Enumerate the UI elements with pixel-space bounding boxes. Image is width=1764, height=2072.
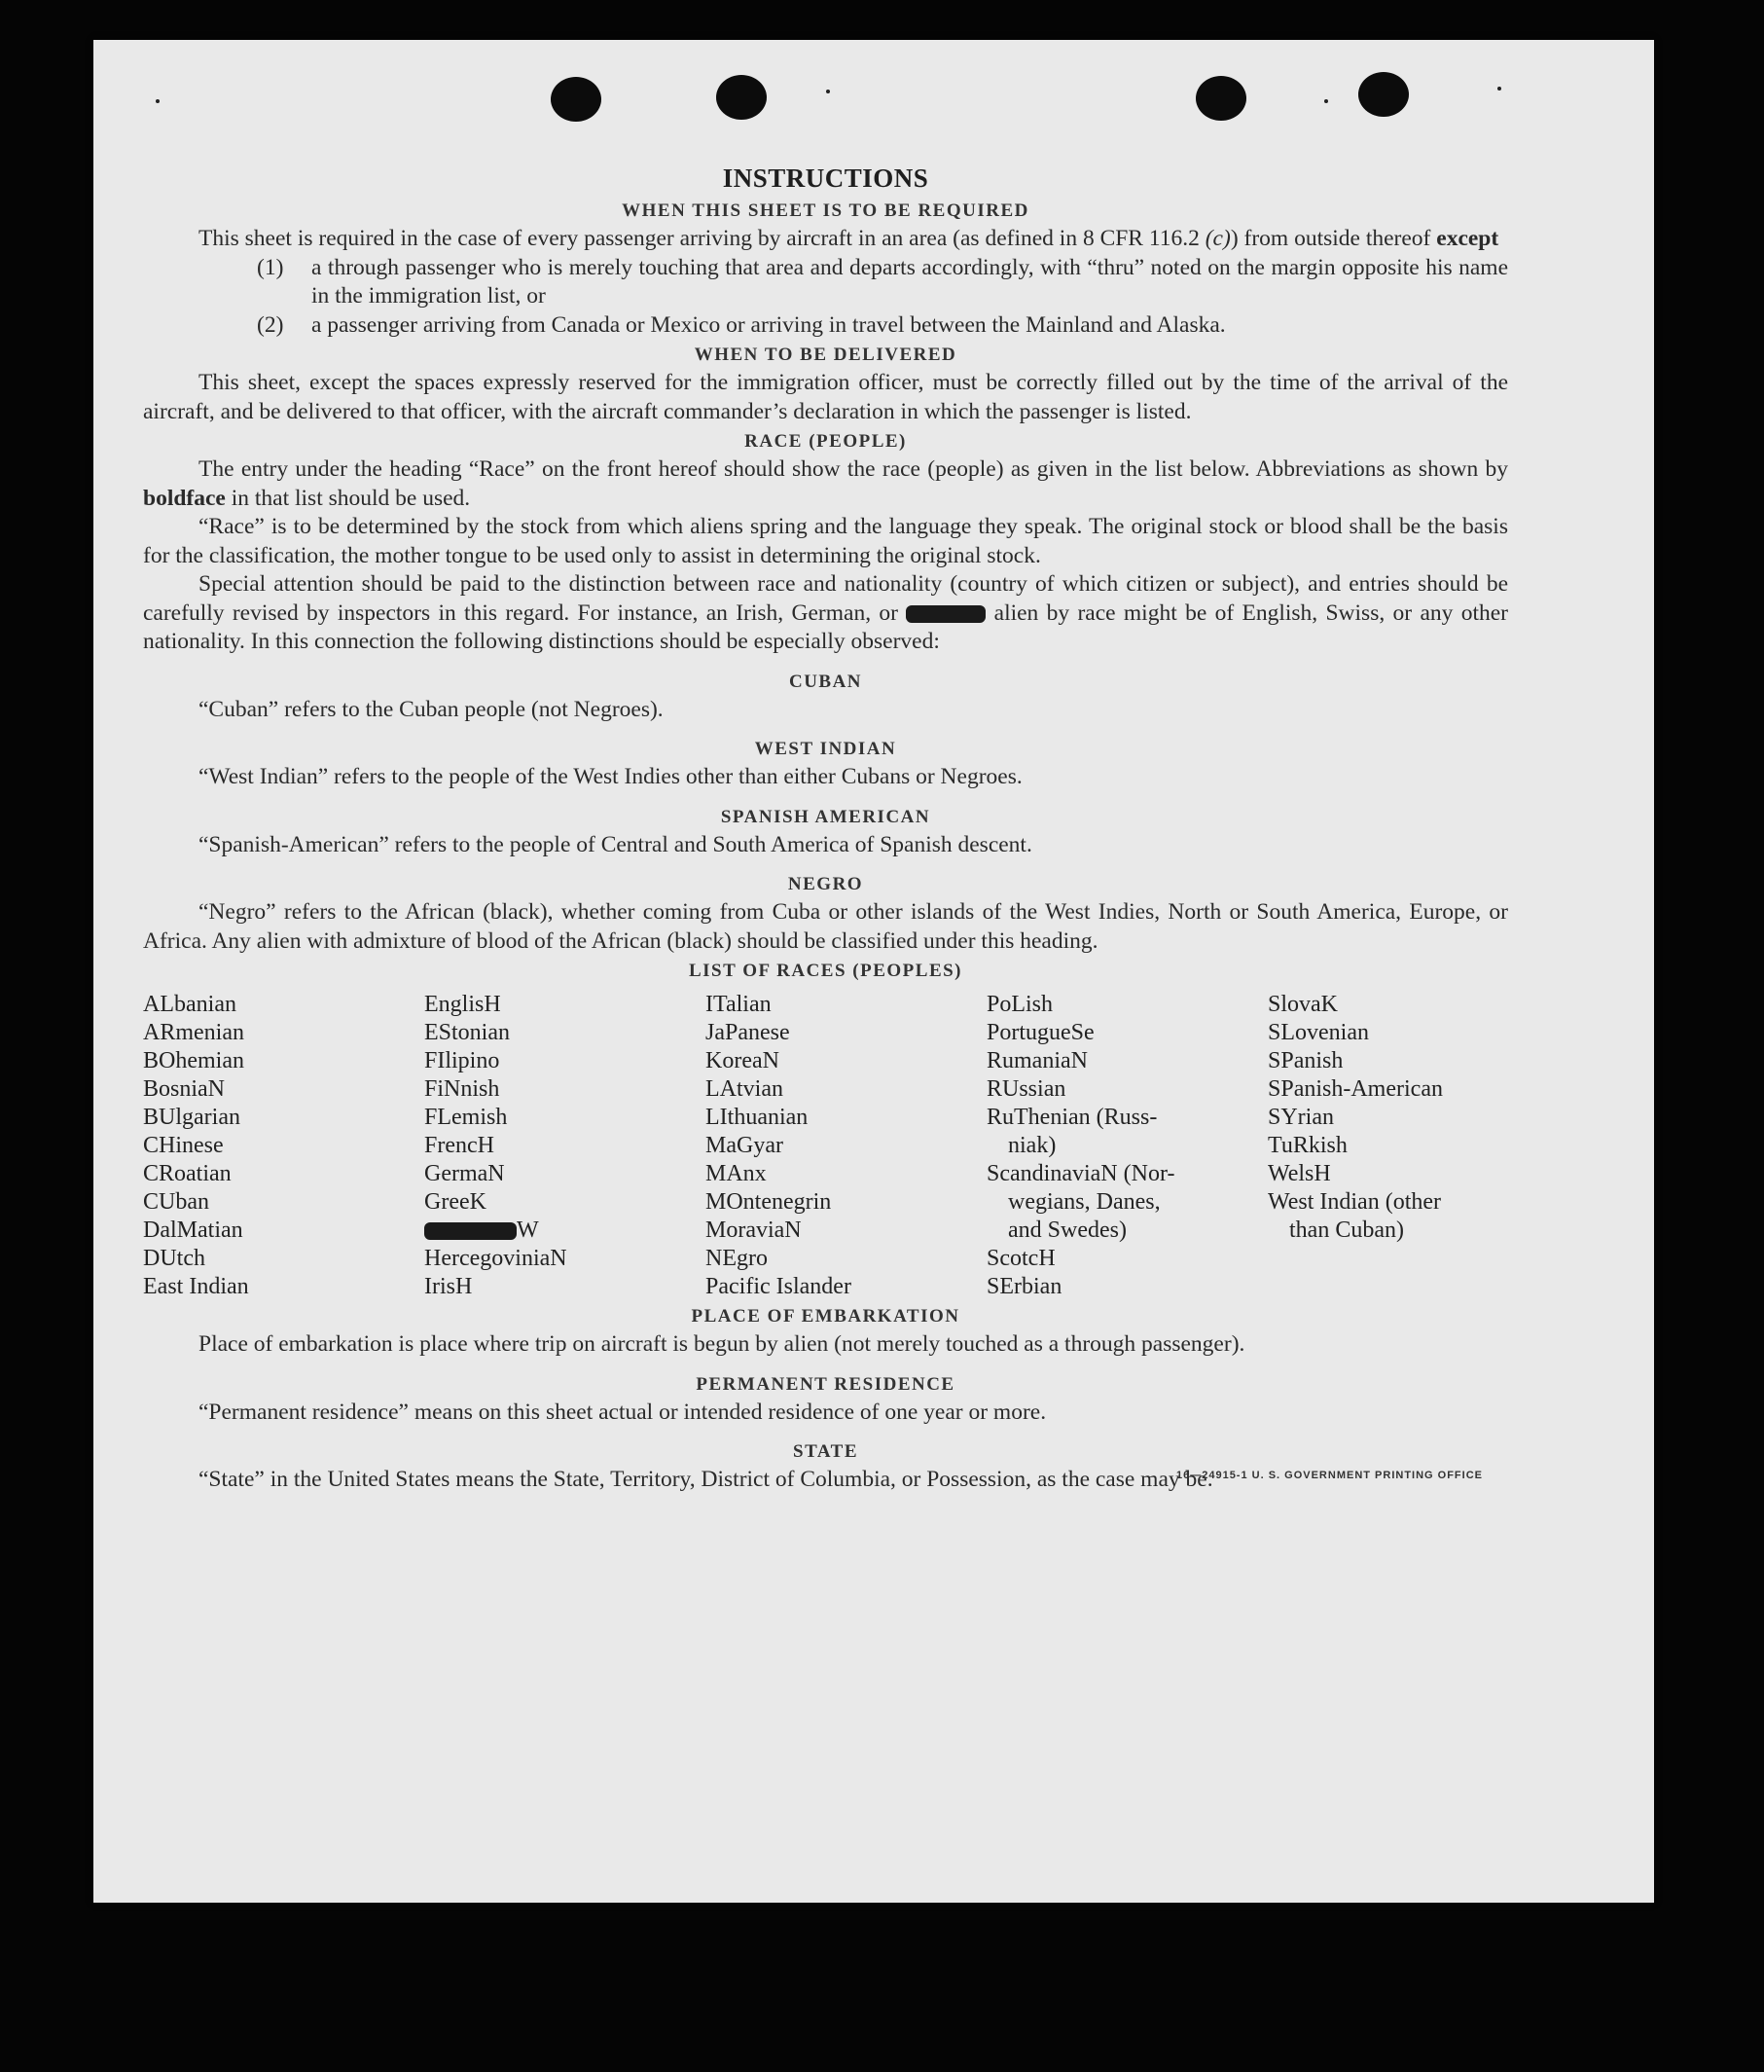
race-item: MoraviaN — [705, 1218, 802, 1243]
race-item: SLovenian — [1268, 1020, 1369, 1045]
races-column — [1268, 991, 1549, 1301]
speck — [156, 99, 160, 103]
race-paragraph-2: “Race” is to be determined by the stock from which aliens spring and the language they speak. The original stock or blood shall be the basis for the classification, the mother tongue to be used only to assist in determining the original stock. — [143, 514, 1508, 568]
race-item: LIthuanian — [705, 1105, 809, 1130]
punch-hole — [1196, 76, 1246, 121]
heading-race: RACE (PEOPLE) — [744, 431, 907, 452]
heading-state: STATE — [793, 1441, 858, 1462]
races-column — [424, 991, 705, 1301]
race-text: The entry under the heading “Race” on the front hereof should show the race (people) as given in the list below. Abbreviations as shown by — [198, 456, 1508, 482]
races-column — [705, 991, 987, 1301]
exception-number: (1) — [257, 254, 284, 280]
race-item: MOntenegrin — [705, 1189, 832, 1215]
embarkation-paragraph: Place of embarkation is place where trip on aircraft is begun by alien (not merely touched as a through passenger). — [198, 1331, 1245, 1357]
intro-except: except — [1436, 226, 1499, 251]
instructions-body — [143, 161, 1508, 1495]
delivered-paragraph: This sheet, except the spaces expressly reserved for the immigration officer, must be correctly filled out by the time of the arrival of the aircraft, and be delivered to that officer, with the aircraft commander’s declaration in which the passenger is listed. — [143, 370, 1508, 424]
race-item: SPanish — [1268, 1048, 1344, 1073]
race-item: SlovaK — [1268, 992, 1338, 1017]
heading-negro: NEGRO — [787, 874, 864, 894]
punch-hole — [1358, 72, 1409, 117]
race-text: Special attention should be paid to the distinction between race and nationality (country of which citizen or subject), and entries should be carefully revised by inspectors in this regard. For instance, an Irish, German, or — [143, 571, 1508, 626]
heading-west-indian: WEST INDIAN — [754, 739, 897, 759]
state-block — [143, 1466, 1508, 1495]
race-item: RumaniaN — [987, 1048, 1088, 1073]
race-item: MaGyar — [705, 1133, 783, 1158]
race-item-continuation: and Swedes) — [1008, 1218, 1127, 1243]
heading-when-required: WHEN THIS SHEET IS TO BE REQUIRED — [622, 200, 1029, 221]
race-item: FiNnish — [424, 1076, 500, 1102]
intro-text-b: ) from outside thereof — [1230, 226, 1437, 251]
race-item: TuRkish — [1268, 1133, 1348, 1158]
speck — [826, 90, 830, 93]
heading-when-delivered: WHEN TO BE DELIVERED — [694, 345, 957, 365]
intro-text-a: This sheet is required in the case of every passenger arriving by aircraft in an area (as defined in 8 CFR 116.2 — [198, 226, 1206, 251]
exception-number: (2) — [257, 311, 284, 338]
boldface-word: boldface — [143, 485, 226, 511]
race-text: alien by race might be of English, Swiss, or any other nationality. In this connection the following distinctions should be especially observed: — [143, 600, 1508, 654]
race-item: ARmenian — [143, 1020, 244, 1045]
race-item-continued — [987, 1188, 1268, 1217]
spanish-american-paragraph: “Spanish-American” refers to the people of Central and South America of Spanish descent. — [198, 831, 1032, 857]
race-item: PoLish — [987, 992, 1054, 1017]
intro-text-c: (c) — [1205, 226, 1231, 251]
race-item: SPanish-American — [1268, 1076, 1443, 1102]
exception-text: a passenger arriving from Canada or Mexico or arriving in travel between the Mainland and Alaska. — [311, 311, 1226, 338]
cuban-paragraph: “Cuban” refers to the Cuban people (not Negroes). — [198, 696, 664, 722]
race-item: FrencH — [424, 1133, 494, 1158]
race-item: BOhemian — [143, 1048, 244, 1073]
race-item: GermaN — [424, 1161, 505, 1186]
state-paragraph: “State” in the United States means the State, Territory, District of Columbia, or Possession, as the case may be. — [198, 1467, 1213, 1492]
race-item: RuThenian (Russ- — [987, 1105, 1158, 1130]
races-list — [143, 991, 1508, 1301]
race-item: CRoatian — [143, 1161, 232, 1186]
document-sheet — [93, 40, 1654, 1903]
race-item: HercegoviniaN — [424, 1246, 567, 1271]
heading-cuban: CUBAN — [788, 671, 863, 692]
exception-item — [257, 254, 1508, 311]
redaction-mark — [906, 605, 986, 623]
race-paragraph-3 — [143, 570, 1508, 657]
speck — [1497, 87, 1501, 91]
race-item: FIlipino — [424, 1048, 500, 1073]
race-item: EStonian — [424, 1020, 510, 1045]
race-item-continuation: wegians, Danes, — [1008, 1189, 1161, 1215]
race-item: FLemish — [424, 1105, 508, 1130]
race-item: West Indian (other — [1268, 1189, 1442, 1215]
race-item: BUlgarian — [143, 1105, 240, 1130]
race-item-continued — [987, 1132, 1268, 1160]
race-item: ITalian — [705, 992, 772, 1017]
race-item-redacted — [424, 1217, 705, 1245]
race-item-continued — [1268, 1217, 1549, 1245]
race-item: DalMatian — [143, 1218, 243, 1243]
race-item: BosniaN — [143, 1076, 225, 1102]
race-item-continued — [987, 1217, 1268, 1245]
race-item: IrisH — [424, 1274, 473, 1299]
west-indian-paragraph: “West Indian” refers to the people of the West Indies other than either Cubans or Negroes. — [198, 764, 1023, 789]
race-item: NEgro — [705, 1246, 768, 1271]
race-item: Pacific Islander — [705, 1274, 851, 1299]
heading-spanish-american: SPANISH AMERICAN — [720, 806, 931, 827]
race-item-suffix: W — [517, 1218, 539, 1243]
intro-paragraph — [143, 225, 1508, 254]
race-item: RUssian — [987, 1076, 1066, 1102]
race-item: SErbian — [987, 1274, 1062, 1299]
race-item: ScandinaviaN (Nor- — [987, 1161, 1175, 1186]
race-item-continuation: niak) — [1008, 1133, 1057, 1158]
negro-paragraph: “Negro” refers to the African (black), whether coming from Cuba or other islands of the West Indies, North or South America, Europe, or Africa. Any alien with admixture of blood of the African (black) should be classified under this heading. — [143, 899, 1508, 954]
printer-imprint: 16—24915-1 U. S. GOVERNMENT PRINTING OFFICE — [1175, 1470, 1483, 1481]
race-item: MAnx — [705, 1161, 767, 1186]
race-item: EnglisH — [424, 992, 501, 1017]
race-item: LAtvian — [705, 1076, 783, 1102]
punch-hole — [716, 75, 767, 120]
race-item: WelsH — [1268, 1161, 1331, 1186]
exception-item — [257, 311, 1508, 341]
race-item: KoreaN — [705, 1048, 779, 1073]
redaction-mark — [424, 1222, 517, 1240]
race-item: CUban — [143, 1189, 209, 1215]
race-paragraph-1 — [143, 455, 1508, 513]
heading-permanent-residence: PERMANENT RESIDENCE — [696, 1373, 955, 1395]
race-item: DUtch — [143, 1246, 205, 1271]
race-item: ALbanian — [143, 992, 236, 1017]
race-item: SYrian — [1268, 1105, 1334, 1130]
race-item: CHinese — [143, 1133, 224, 1158]
races-column — [987, 991, 1268, 1301]
speck — [1324, 99, 1328, 103]
race-item: East Indian — [143, 1274, 249, 1299]
race-item: GreeK — [424, 1189, 486, 1215]
race-item: ScotcH — [987, 1246, 1056, 1271]
race-item: JaPanese — [705, 1020, 790, 1045]
residence-paragraph: “Permanent residence” means on this sheet actual or intended residence of one year or more. — [198, 1399, 1047, 1425]
race-item: PortugueSe — [987, 1020, 1095, 1045]
race-item-continuation: than Cuban) — [1289, 1218, 1404, 1243]
races-column — [143, 991, 424, 1301]
page-title: INSTRUCTIONS — [722, 164, 929, 193]
heading-embarkation: PLACE OF EMBARKATION — [691, 1306, 960, 1327]
race-text: in that list should be used. — [225, 485, 471, 511]
punch-hole — [551, 77, 601, 122]
exception-text: a through passenger who is merely touching that area and departs accordingly, with “thru” noted on the margin opposite his name in the immigration list, or — [311, 254, 1508, 309]
heading-list-of-races: LIST OF RACES (PEOPLES) — [688, 961, 963, 981]
